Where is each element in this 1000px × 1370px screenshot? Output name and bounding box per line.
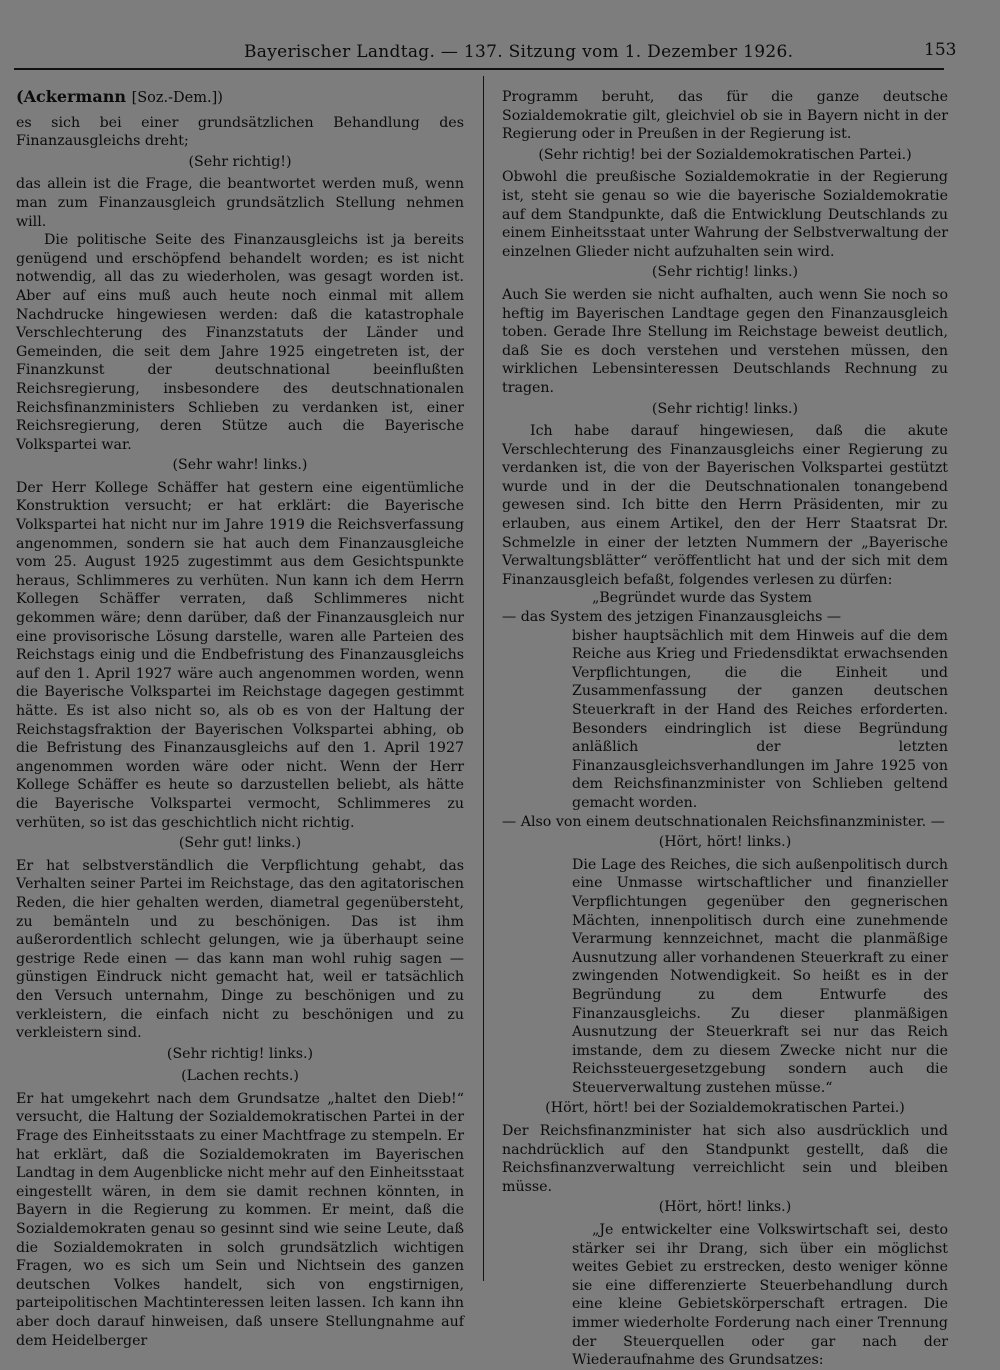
quote-block: bisher hauptsächlich mit dem Hinweis auf die dem Reiche aus Krieg und Friedensdiktat erwachsenden Verpflichtungen, die die Einheit und Zusammenfassung der ganzen deutschen Steuerkraft in der Hand des Reiches erforderten. Besonders eindringlich ist diese Begründung anläßlich der letzten Finanzausgleichsverhandlungen im Jahre 1925 von dem Reichsfinanzminister von Schlieben geltend gemacht worden. [572, 627, 948, 811]
interjection: (Sehr richtig! links.) [651, 264, 799, 281]
aside-line: — das System des jetzigen Finanzausgleichs — [502, 609, 842, 626]
paragraph: Obwohl die preußische Sozialdemokratie in der Regierung ist, steht sie genau so wie die bayerische Sozialdemokratie auf dem Standpunkte, daß die Entwicklung Deutschlands zu einem Einheitsstaat unter Wahrung der Selbstverwaltung der einzelnen Glieder nicht aufzuhalten sein wird. [502, 169, 948, 260]
paragraph: es sich bei einer grundsätzlichen Behandlung des Finanzausgleichs dreht; [16, 114, 464, 150]
paragraph: das allein ist die Frage, die beantwortet werden muß, wenn man zum Finanzausgleich grundsätzlich Stellung nehmen will. [16, 176, 464, 230]
column-divider [483, 76, 484, 1281]
paragraph: Programm beruht, das für die ganze deutsche Sozialdemokratie gilt, gleichviel ob sie in Bayern nicht in der Regierung oder in Preußen in der Regierung ist. [502, 89, 948, 143]
page-number: 153 [924, 40, 957, 60]
paragraph: Er hat umgekehrt nach dem Grundsatze „haltet den Dieb!“ versucht, die Haltung der Sozialdemokratischen Partei in der Frage des Einheitsstaats zu einer Machtfrage zu stempeln. Er hat erklärt, daß die Sozialdemokraten im Bayerischen Landtag in dem Augenblicke nicht mehr auf den Einheitsstaat eingestellt wären, in dem sie damit rechnen könnten, in Bayern in die Regierung zu kommen. Er meint, daß die Sozialdemokraten genau so gesinnt sind wie seine Leute, daß die Sozialdemokraten in solch grundsätzlich wichtigen Fragen, wo es sich um Sein und Nichtsein des ganzen deutschen Volkes handelt, sich von engstirnigen, parteipolitischen Machtinteressen leiten lassen. Ich kann ihn aber doch darauf hinweisen, daß unsere Stellungnahme auf dem Heidelberger [16, 1090, 464, 1349]
quote-block: Die Lage des Reiches, die sich außenpolitisch durch eine Unmasse wirtschaftlicher und finanzieller Verpflichtungen gegenüber den gegnerischen Mächten, innenpolitisch durch eine zunehmende Verarmung kennzeichnet, macht die planmäßige Ausnutzung aller vorhandenen Steuerkraft zu einer zwingenden Notwendigkeit. So heißt es in der Begründung zu dem Entwurfe des Finanzausgleichs. Zu dieser planmäßigen Ausnutzung der Steuerkraft sei nur das Reich imstande, dem zu diesem Zwecke nicht nur die Reichssteuergesetzgebung sondern auch die Steuerverwaltung zustehen müsse.“ [572, 856, 948, 1096]
paragraph: Der Herr Kollege Schäffer hat gestern eine eigentümliche Konstruktion versucht; er hat erklärt: die Bayerische Volkspartei hat nicht nur im Jahre 1919 die Reichsverfassung angenommen, sondern sie hat auch dem Finanzausgleiche vom 25. August 1925 zugestimmt aus dem Gesichtspunkte heraus, Schlimmeres zu verhüten. Nun kann ich dem Herrn Kollegen Schäffer verraten, daß Schlimmeres nicht gekommen wäre; denn darüber, daß der Finanzausgleich nur eine provisorische Lösung darstelle, waren alle Parteien des Reichstags einig und die Endbefristung des Finanzausgleichs auf den 1. April 1927 wäre auch angenommen worden, wenn die Bayerische Volkspartei im Reichstage dagegen gestimmt hätte. Es ist also nicht so, als ob es von der Haltung der Reichstagsfraktion der Bayerischen Volkspartei abhing, ob die Befristung des Finanzausgleichs auf den 1. April 1927 angenommen worden wäre oder nicht. Wenn der Herr Kollege Schäffer es heute so darzustellen beliebt, als hätte die Bayerische Volkspartei vermocht, Schlimmeres zu verhüten, so ist das geschichtlich nicht richtig. [16, 479, 464, 831]
interjection: (Sehr wahr! links.) [172, 457, 308, 474]
paragraph: Die politische Seite des Finanzausgleichs ist ja bereits genügend und erschöpfend behandelt worden; es ist nicht notwendig, all das zu wiederholen, was gesagt worden ist. Aber auf eins muß auch heute noch einmal mit allem Nachdrucke hingewiesen werden: daß die katastrophale Verschlechterung des Finanzstatuts der Länder und Gemeinden, die seit dem Jahre 1925 eingetreten ist, der Finanzkunst der deutschnational beeinflußten Reichsregierung, insbesondere des deutschnationalen Reichsfinanzministers Schlieben zu verdanken ist, einer Reichsregierung, deren Stütze auch die Bayerische Volkspartei war. [16, 232, 464, 453]
interjection: (Hört, hört! links.) [658, 1199, 792, 1216]
interjection: (Sehr richtig!) [188, 153, 292, 170]
interjection: (Sehr gut! links.) [178, 835, 302, 852]
speaker-name: (Ackermann [16, 87, 126, 106]
speaker-party: [Soz.-Dem.]) [131, 90, 223, 106]
page-header [14, 38, 957, 70]
right-column [502, 88, 948, 1370]
interjection: (Sehr richtig! links.) [651, 400, 799, 417]
paragraph: Auch Sie werden sie nicht aufhalten, auch wenn Sie noch so heftig im Bayerischen Landtage gegen den Finanzausgleich toben. Gerade Ihre Stellung im Reichstage beweist deutlich, daß Sie es doch verstehen und verstehen müssen, den wirklichen Lebensinteressen Deutschlands Rechnung zu tragen. [502, 286, 948, 396]
speaker-line [16, 88, 464, 108]
paragraph: Er hat selbstverständlich die Verpflichtung gehabt, das Verhalten seiner Partei im Reichstage, das den agitatorischen Reden, die hier gehalten werden, diametral gegenübersteht, zu bemänteln und zu beschönigen. Das ist ihm außerordentlich schlecht gelungen, wie ja überhaupt seine gestrige Rede einen — das kann man wohl ruhig sagen — günstigen Eindruck nicht gemacht hat, weil er tatsächlich den Versuch unternahm, Dinge zu beschönigen und zu verkleistern, die einfach nicht zu beschönigen und zu verkleistern sind. [16, 857, 464, 1042]
quote-block: „Je entwickelter eine Volkswirtschaft sei, desto stärker sei ihr Drang, sich über ein möglichst weites Gebiet zu erstrecken, desto weniger könne sie eine differenzierte Steuerbehandlung durch eine kleine Gebietskörperschaft ertragen. Die immer wiederholte Forderung nach einer Trennung der Steuerquellen oder gar nach der Wiederaufnahme des Grundsatzes: [572, 1222, 948, 1369]
interjection: (Lachen rechts.) [181, 1068, 299, 1085]
paragraph: Der Reichsfinanzminister hat sich also ausdrücklich und nachdrücklich auf den Standpunkt gestellt, daß die Reichsfinanzverwaltung verreichlicht sein und bleiben müsse. [502, 1123, 948, 1195]
paragraph: Ich habe darauf hingewiesen, daß die akute Verschlechterung des Finanzausgleichs einer Regierung zu verdanken ist, die von der Bayerischen Volkspartei gestützt wurde und in der die Deutschnationalen tonangebend gewesen sind. Ich bitte den Herrn Präsidenten, mir zu erlauben, aus einem Artikel, den der Herr Staatsrat Dr. Schmelzle in einer der letzten Nummern der „Bayerische Verwaltungsblätter“ veröffentlicht hat und der sich mit dem Finanzausgleich befaßt, folgendes verlesen zu dürfen: [502, 423, 948, 588]
left-column [16, 88, 464, 1350]
interjection: (Sehr richtig! links.) [166, 1045, 314, 1062]
interjection: (Hört, hört! bei der Sozialdemokratischen Partei.) [545, 1100, 905, 1117]
interjection: (Sehr richtig! bei der Sozialdemokratischen Partei.) [538, 146, 912, 163]
aside-line: — Also von einem deutschnationalen Reichsfinanzminister. — [502, 813, 945, 830]
running-title: Bayerischer Landtag. — 137. Sitzung vom 1. Dezember 1926. [244, 42, 794, 62]
quote-line: „Begründet wurde das System [592, 590, 812, 607]
interjection: (Hört, hört! links.) [658, 834, 792, 851]
